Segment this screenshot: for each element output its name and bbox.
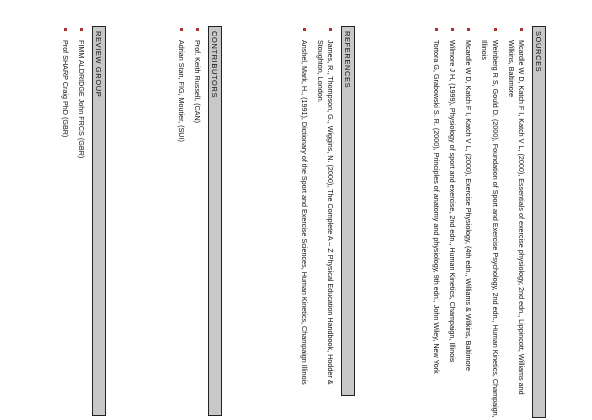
list-item: Mcardle W D, Katch F I, Katch V L, (2000), Exercise Physiology, (4th edn., Williams & Wilkins, Baltimore — [463, 26, 474, 418]
references-section — [299, 26, 356, 396]
list-item: Weinberg R S, Gould D. (2000), Foundation of Sport and Exercise Psychology, 2nd edn., Human Kinetics, Champaign, Illinois — [479, 26, 500, 418]
review-group-section — [60, 26, 106, 416]
sources-section — [431, 26, 546, 418]
list-item: Adrian Stan, FIG, Moutier, (SUI) — [176, 26, 187, 416]
contributors-section — [176, 26, 222, 416]
list-item: FIMM ALDRIDGE John FRCS (GBR) — [76, 26, 87, 416]
contributors-heading: CONTRIBUTORS — [208, 26, 222, 416]
list-item: Mcardle W D, Katch F I, Katch V L, (2000), Essentials of exercise physiology, 2nd edn., Lippincott, Williams and Wilkins, Baltimore — [506, 26, 527, 418]
contributors-list — [176, 26, 203, 416]
list-item: Anshel, Mark, H., (1991), Dictionary of the Sport and Exercise Sciences, Human Kinetics, Champaign Illinois — [299, 26, 310, 396]
list-item: Prof SHARP Craig PhD (GBR) — [60, 26, 71, 416]
sources-list — [431, 26, 527, 418]
review-group-list — [60, 26, 87, 416]
references-heading: REFERENCES — [341, 26, 355, 396]
references-list — [299, 26, 336, 396]
review-group-heading: REVIEW GROUP — [92, 26, 106, 416]
list-item: Tortora G, Grabowski S. R. (2000), Principles of anatomy and physiology, 9th edn., John Wiley, New York — [431, 26, 442, 418]
list-item: James, R., Thompson, G., Wiggins, N. (2000), The Complete A – Z Physical Education Handbook, Hodder & Stoughton, London. — [315, 26, 336, 396]
list-item: Prof. Keith Russell, (CAN) — [192, 26, 203, 416]
sources-heading: SOURCES — [532, 26, 546, 418]
list-item: Wilmore J H, (1999), Physiology of sport and exercise, 2nd edn., Human Kinetics, Champaign, Illinois — [447, 26, 458, 418]
